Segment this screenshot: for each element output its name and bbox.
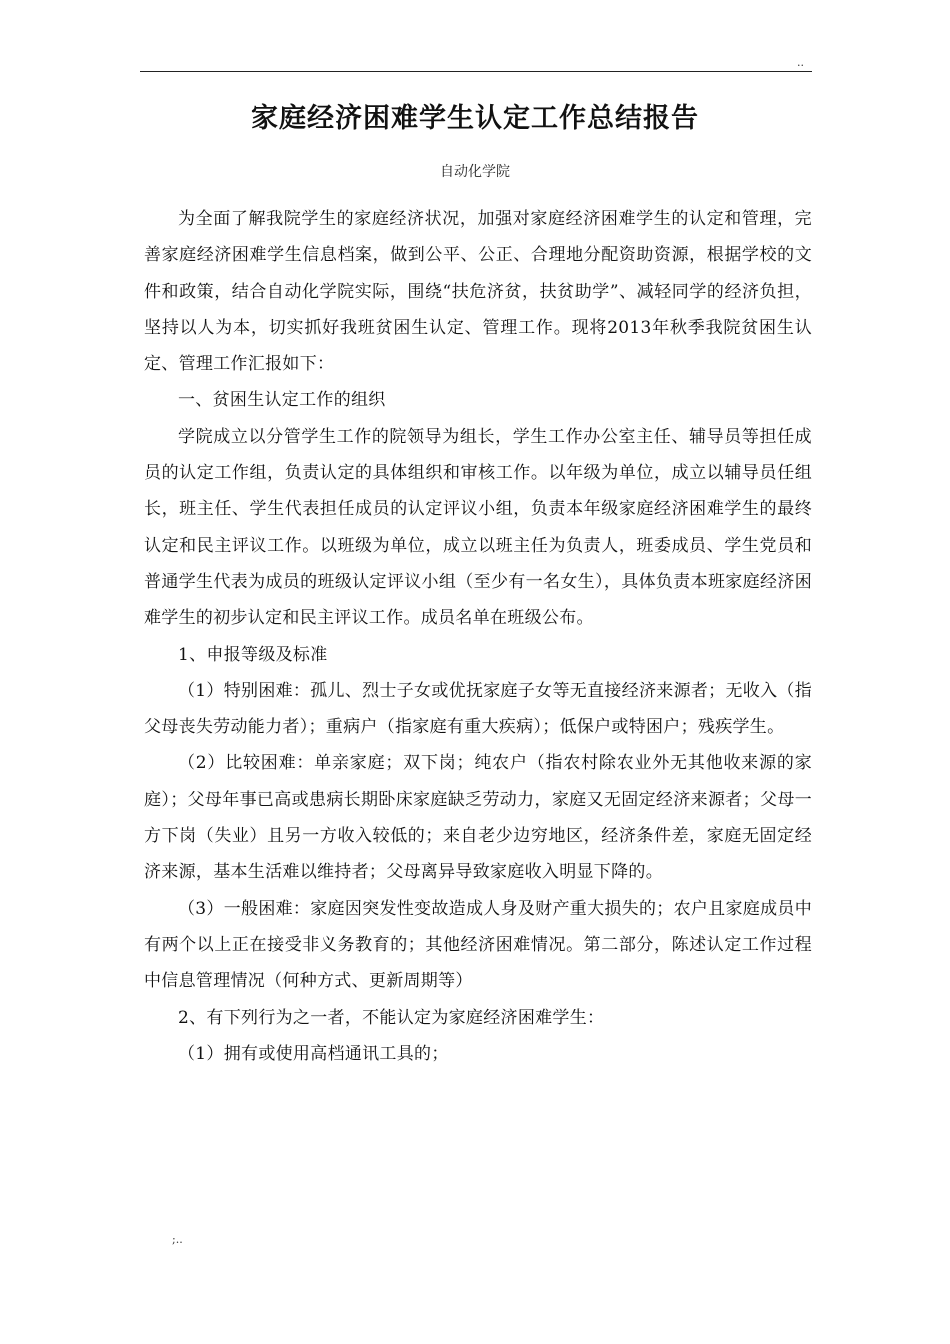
paragraph-exclusion-1: （1）拥有或使用高档通讯工具的； (178, 1043, 449, 1064)
header-rule (140, 71, 812, 72)
subheading-levels: 1、申报等级及标准 (178, 644, 328, 665)
document-title: 家庭经济困难学生认定工作总结报告 (251, 103, 699, 134)
paragraph-level-special: （1）特别困难：孤儿、烈士子女或优抚家庭子女等无直接经济来源者；无收入（指父母丧失劳动能力者）；重病户（指家庭有重大疾病）；低保户或特困户；残疾学生。 (144, 680, 812, 738)
document-body (144, 201, 812, 1072)
paragraph-level-general: （3）一般困难：家庭因突发性变故造成人身及财产重大损失的；农户且家庭成员中有两个以上正在接受非义务教育的；其他经济困难情况。第二部分，陈述认定工作过程中信息管理情况（何种方式、更新周期等） (144, 898, 812, 992)
subheading-exclusions: 2、有下列行为之一者，不能认定为家庭经济困难学生： (178, 1007, 605, 1028)
header-mark: .. (797, 56, 804, 69)
paragraph-intro: 为全面了解我院学生的家庭经济状况，加强对家庭经济困难学生的认定和管理，完善家庭经济困难学生信息档案，做到公平、公正、合理地分配资助资源，根据学校的文件和政策，结合自动化学院实际，围绕“扶危济贫，扶贫助学”、减轻同学的经济负担，坚持以人为本，切实抓好我班贫困生认定、管理工作。现将2013年秋季我院贫困生认定、管理工作汇报如下： (144, 209, 812, 375)
document-subtitle: 自动化学院 (440, 164, 510, 180)
section-heading-organization: 一、贫困生认定工作的组织 (178, 390, 386, 411)
footer-mark: ;.. (172, 1233, 183, 1246)
paragraph-level-relative: （2）比较困难：单亲家庭；双下岗；纯农户（指农村除农业外无其他收来源的家庭）；父母年事已高或患病长期卧床家庭缺乏劳动力，家庭又无固定经济来源者；父母一方下岗（失业）且另一方收入较低的；来自老少边穷地区，经济条件差，家庭无固定经济来源，基本生活难以维持者；父母离异导致家庭收入明显下降的。 (144, 753, 812, 883)
paragraph-organization: 学院成立以分管学生工作的院领导为组长，学生工作办公室主任、辅导员等担任成员的认定工作组，负责认定的具体组织和审核工作。以年级为单位，成立以辅导员任组长，班主任、学生代表担任成员的认定评议小组，负责本年级家庭经济困难学生的最终认定和民主评议工作。以班级为单位，成立以班主任为负责人，班委成员、学生党员和普通学生代表为成员的班级认定评议小组（至少有一名女生），具体负责本班家庭经济困难学生的初步认定和民主评议工作。成员名单在班级公布。 (144, 426, 812, 629)
